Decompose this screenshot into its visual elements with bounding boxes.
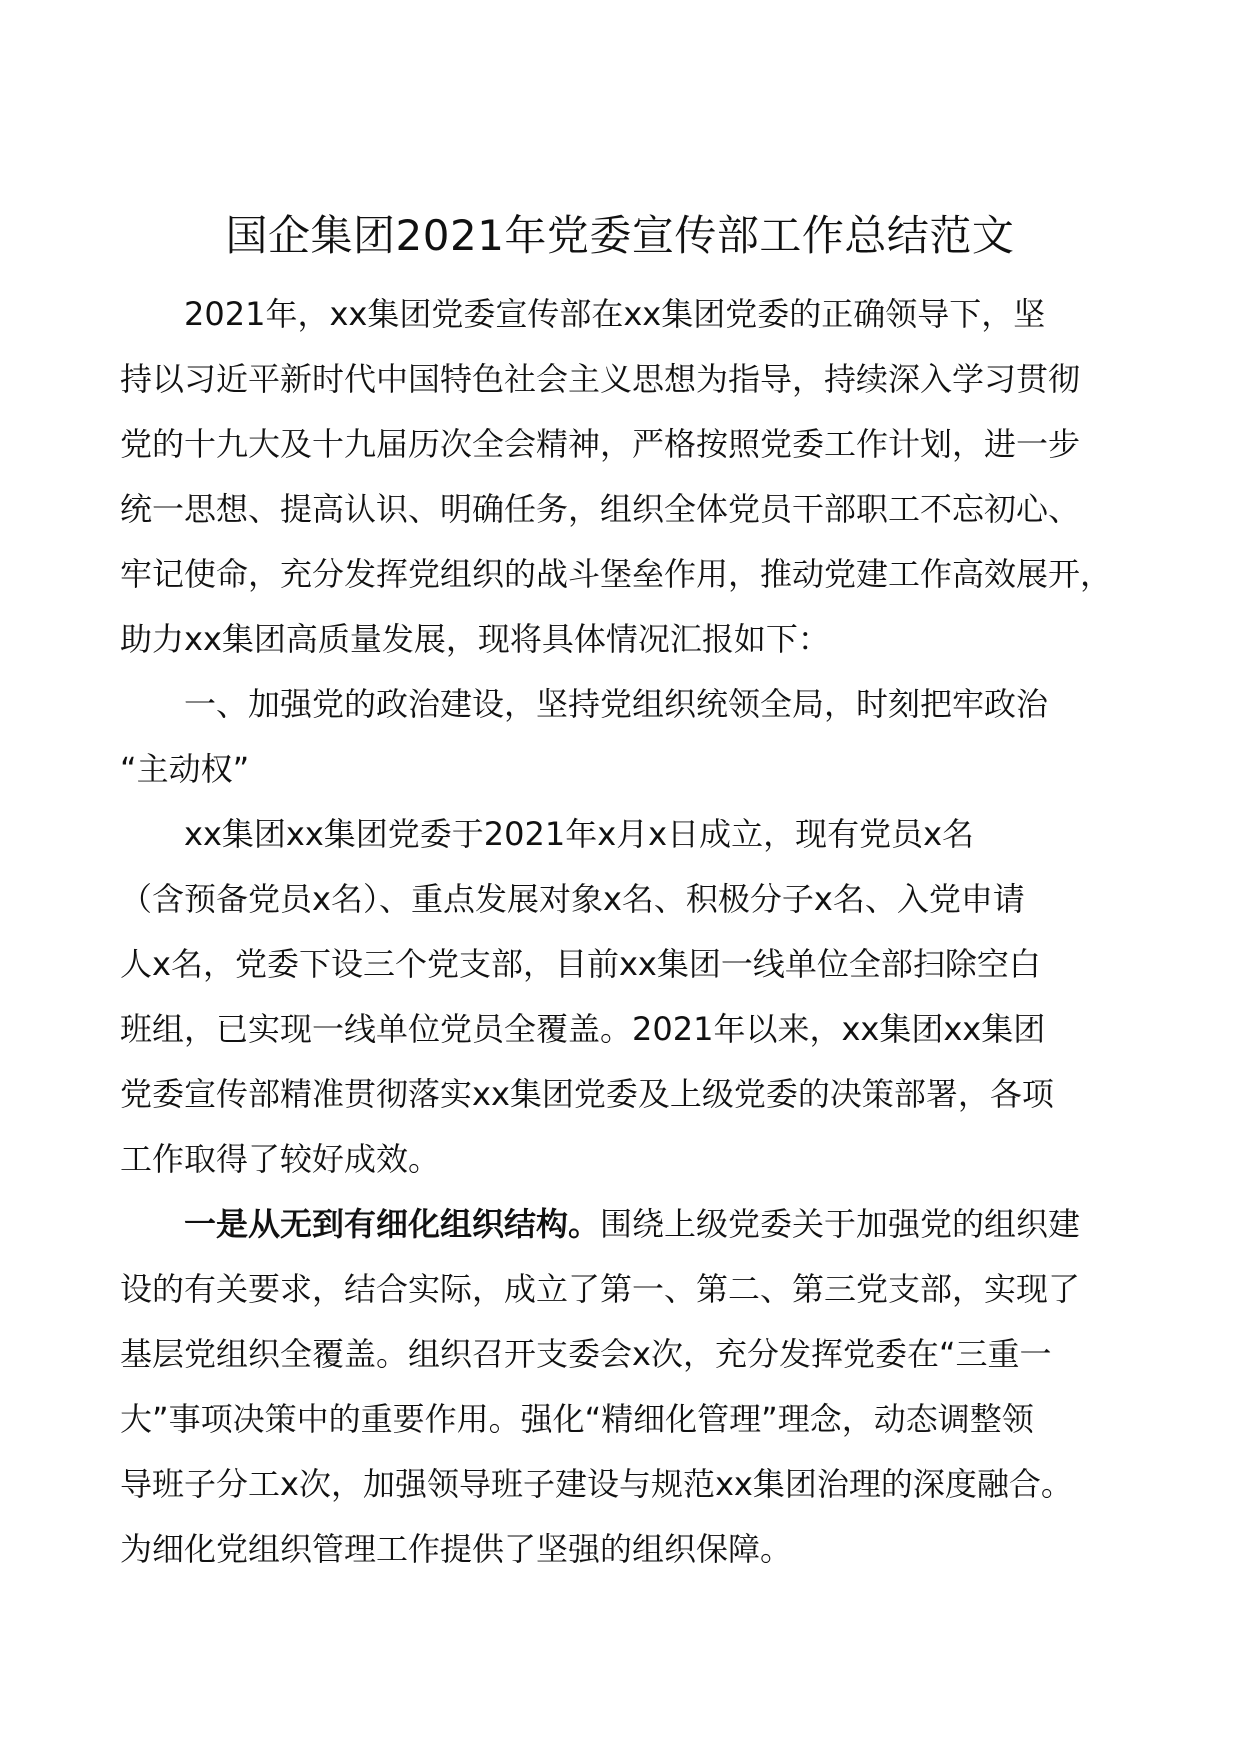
paragraph-line: 党的十九大及十九届历次全会精神，严格按照党委工作计划，进一步 [120, 425, 1081, 463]
document-body [120, 282, 1120, 1582]
point-lead-bold: 一是从无到有细化组织结构。 [184, 1205, 601, 1243]
intro-paragraph [120, 282, 1120, 672]
point-lead-rest: 围绕上级党委关于加强党的组织建 [600, 1205, 1081, 1243]
overview-paragraph [120, 802, 1120, 1192]
section-heading [120, 672, 1120, 802]
point-one-paragraph [120, 1192, 1120, 1582]
paragraph-line: 基层党组织全覆盖。组织召开支委会x次，充分发挥党委在“三重一 [120, 1335, 1052, 1373]
paragraph-line: 导班子分工x次，加强领导班子建设与规范xx集团治理的深度融合。 [120, 1465, 1073, 1503]
paragraph-line: xx集团xx集团党委于2021年x月x日成立，现有党员x名 [184, 815, 975, 853]
paragraph-line [120, 1192, 1120, 1257]
heading-line: “主动权” [120, 750, 250, 788]
paragraph-line: 工作取得了较好成效。 [120, 1140, 441, 1178]
paragraph-line: 人x名，党委下设三个党支部，目前xx集团一线单位全部扫除空白 [120, 945, 1041, 983]
paragraph-line: 班组，已实现一线单位党员全覆盖。2021年以来，xx集团xx集团 [120, 1010, 1046, 1048]
paragraph-line: 设的有关要求，结合实际，成立了第一、第二、第三党支部，实现了 [120, 1270, 1081, 1308]
paragraph-line: 为细化党组织管理工作提供了坚强的组织保障。 [120, 1530, 793, 1568]
paragraph-line: 牢记使命，充分发挥党组织的战斗堡垒作用，推动党建工作高效展开， [120, 555, 1113, 593]
paragraph-line: 大”事项决策中的重要作用。强化“精细化管理”理念，动态调整领 [120, 1400, 1034, 1438]
paragraph-line: （含预备党员x名）、重点发展对象x名、积极分子x名、入党申请 [120, 880, 1025, 918]
paragraph-line: 助力xx集团高质量发展，现将具体情况汇报如下： [120, 620, 830, 658]
paragraph-line: 持以习近平新时代中国特色社会主义思想为指导，持续深入学习贯彻 [120, 360, 1081, 398]
heading-line: 一、加强党的政治建设，坚持党组织统领全局，时刻把牢政治 [184, 685, 1049, 723]
paragraph-line: 党委宣传部精准贯彻落实xx集团党委及上级党委的决策部署，各项 [120, 1075, 1054, 1113]
document-title: 国企集团2021年党委宣传部工作总结范文 [225, 211, 1015, 260]
paragraph-line: 统一思想、提高认识、明确任务，组织全体党员干部职工不忘初心、 [120, 490, 1081, 528]
paragraph-line: 2021年，xx集团党委宣传部在xx集团党委的正确领导下，坚 [184, 295, 1046, 333]
